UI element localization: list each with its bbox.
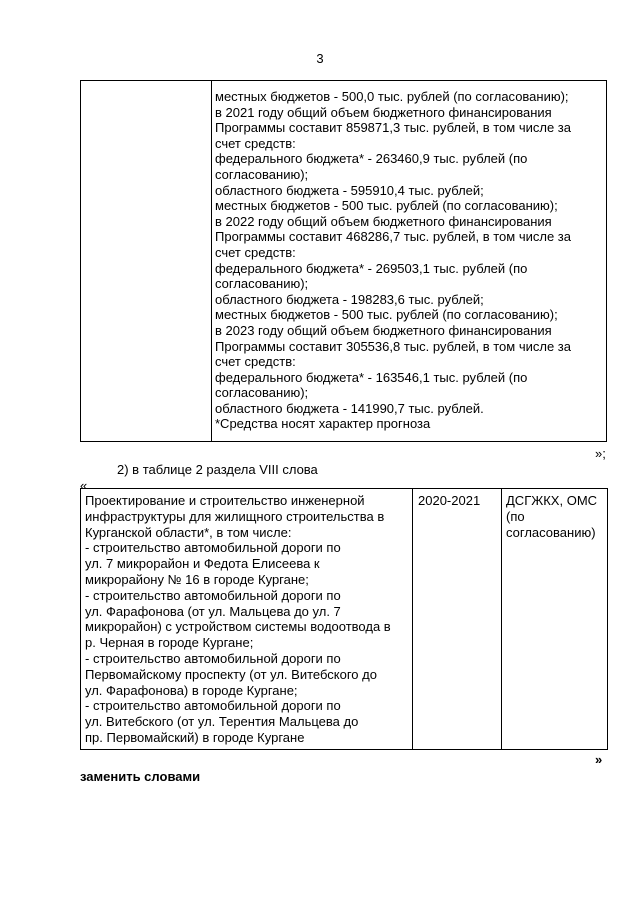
- text-line: - строительство автомобильной дороги по: [85, 587, 341, 603]
- column-divider: [412, 489, 413, 749]
- text-line: местных бюджетов - 500,0 тыс. рублей (по согласованию);: [215, 89, 569, 104]
- text-line: в 2022 году общий объем бюджетного финансирования: [215, 213, 552, 229]
- text-line: микрорайон) с устройством системы водоотвода в: [85, 619, 391, 635]
- closing-quote: »: [595, 752, 603, 767]
- text-line: федерального бюджета* - 163546,1 тыс. рублей (по: [215, 369, 528, 385]
- text-line: местных бюджетов - 500 тыс. рублей (по согласованию);: [215, 198, 558, 214]
- project-description-cell: [85, 493, 410, 746]
- text-line: счет средств:: [215, 135, 296, 151]
- text-line: согласованию);: [215, 276, 309, 292]
- text-line: - строительство автомобильной дороги по: [85, 540, 341, 556]
- text-line: Курганской области*, в том числе:: [85, 524, 292, 540]
- column-divider: [501, 489, 502, 749]
- closing-quote: »;: [595, 446, 606, 461]
- text-line: *Средства носят характер прогноза: [215, 416, 431, 432]
- text-line: Программы составит 305536,8 тыс. рублей, в том числе за: [215, 338, 571, 354]
- text-line: счет средств:: [215, 244, 296, 260]
- text-line: согласованию): [506, 524, 596, 540]
- text-line: пр. Первомайский) в городе Кургане: [85, 729, 305, 745]
- text-line: Программы составит 468286,7 тыс. рублей, в том числе за: [215, 229, 571, 245]
- text-line: инфраструктуры для жилищного строительства в: [85, 508, 385, 524]
- opening-quote: «: [80, 478, 88, 493]
- replace-instruction: заменить словами: [80, 769, 201, 784]
- text-line: Программы составит 859871,3 тыс. рублей, в том числе за: [215, 120, 571, 136]
- project-table: [80, 488, 608, 750]
- text-line: Проектирование и строительство инженерной: [85, 493, 365, 508]
- text-line: ул. 7 микрорайон и Федота Елисеева к: [85, 556, 320, 572]
- text-line: областного бюджета - 595910,4 тыс. рублей;: [215, 182, 484, 198]
- text-line: р. Черная в городе Кургане;: [85, 635, 254, 651]
- project-period-cell: 2020-2021: [418, 493, 481, 508]
- text-line: ДСГЖКХ, ОМС: [506, 493, 598, 508]
- text-line: микрорайону № 16 в городе Кургане;: [85, 571, 309, 587]
- financing-table: [80, 80, 607, 442]
- text-line: федерального бюджета* - 269503,1 тыс. рублей (по: [215, 260, 528, 276]
- text-line: согласованию);: [215, 385, 309, 401]
- text-line: счет средств:: [215, 354, 296, 370]
- text-line: местных бюджетов - 500 тыс. рублей (по согласованию);: [215, 307, 558, 323]
- text-line: ул. Фарафонова) в городе Кургане;: [85, 682, 298, 698]
- text-line: ул. Витебского (от ул. Терентия Мальцева до: [85, 714, 359, 730]
- text-line: ул. Фарафонова (от ул. Мальцева до ул. 7: [85, 603, 341, 619]
- text-line: Первомайскому проспекту (от ул. Витебского до: [85, 666, 377, 682]
- list-item-2: 2) в таблице 2 раздела VIII слова: [117, 462, 318, 477]
- text-line: - строительство автомобильной дороги по: [85, 698, 341, 714]
- financing-text-cell: [215, 89, 600, 432]
- text-line: - строительство автомобильной дороги по: [85, 650, 341, 666]
- column-divider: [211, 81, 212, 441]
- text-line: согласованию);: [215, 166, 309, 182]
- text-line: федерального бюджета* - 263460,9 тыс. рублей (по: [215, 151, 528, 167]
- project-executor-cell: [506, 493, 597, 540]
- text-line: в 2021 году общий объем бюджетного финансирования: [215, 104, 552, 120]
- text-line: областного бюджета - 141990,7 тыс. рублей.: [215, 400, 484, 416]
- text-line: (по: [506, 508, 525, 524]
- page-number: 3: [316, 51, 324, 66]
- text-line: областного бюджета - 198283,6 тыс. рублей;: [215, 291, 484, 307]
- text-line: в 2023 году общий объем бюджетного финансирования: [215, 322, 552, 338]
